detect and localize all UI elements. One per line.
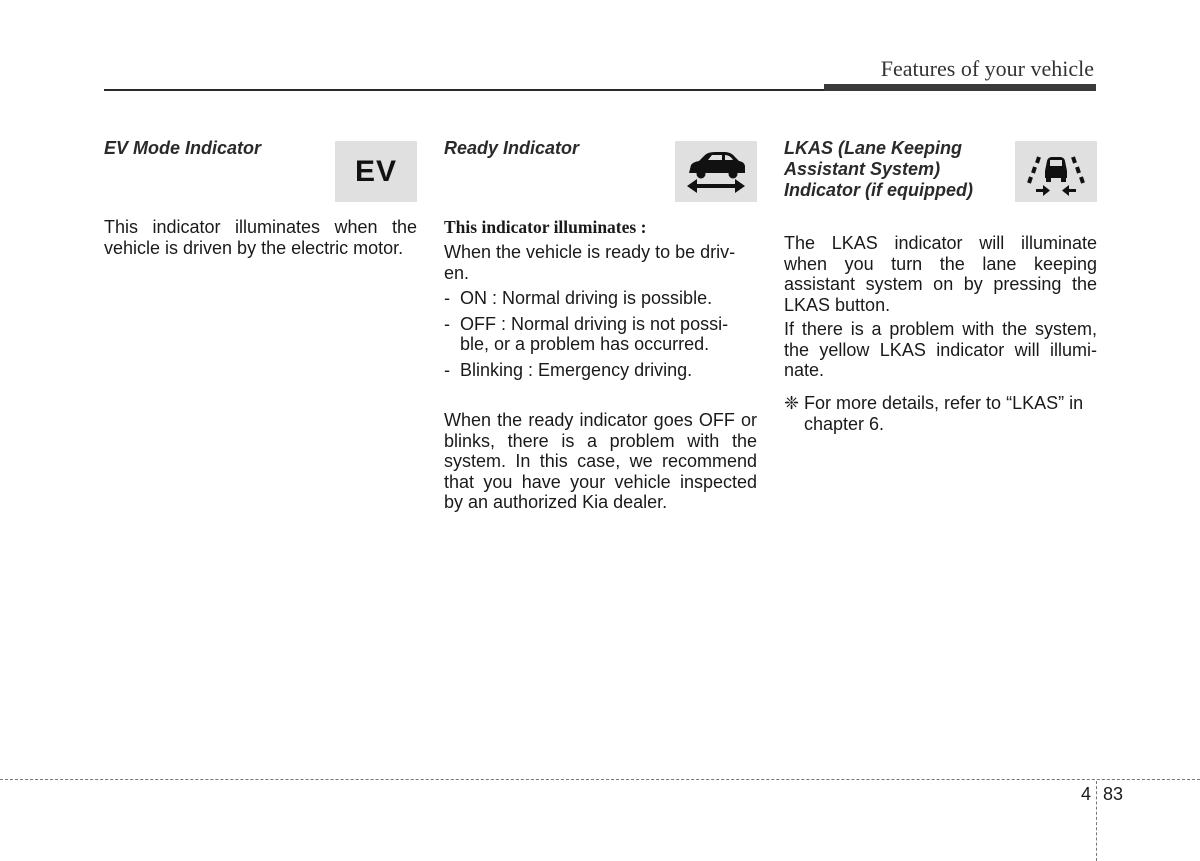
- ev-mode-description: This indicator illuminates when the vehicle is driven by the electric motor.: [104, 217, 417, 258]
- lkas-problem-text: If there is a problem with the system, the yellow LKAS indicator will illumi-nate.: [784, 319, 1097, 380]
- list-item: - OFF : Normal driving is not possi-ble, or a problem has occurred.: [444, 313, 729, 354]
- lkas-section: [784, 138, 1097, 434]
- list-item: - ON : Normal driving is possible.: [444, 288, 713, 308]
- ready-warning-paragraph: When the ready indicator goes OFF or blinks, there is a problem with the system. In this case, we recommend that you have your vehicle inspected by an authorized Kia dealer.: [444, 410, 757, 512]
- ready-heading: Ready Indicator: [444, 138, 580, 158]
- ready-lead-text: When the vehicle is ready to be driv-en.: [444, 242, 736, 283]
- car-arrow-icon: [681, 147, 751, 197]
- ev-mode-section: [104, 138, 417, 258]
- ev-indicator-icon: [335, 141, 417, 202]
- ready-indicator-icon: [675, 141, 757, 202]
- footer-vertical-divider: [1096, 781, 1097, 861]
- lkas-reference-note: [784, 393, 1097, 434]
- lkas-note-text: For more details, refer to “LKAS” in chapter 6.: [804, 393, 1084, 434]
- ready-section: [444, 138, 757, 512]
- list-item: - Blinking : Emergency driving.: [444, 359, 693, 380]
- ready-status-list: [444, 288, 757, 385]
- lane-keeping-icon: [1019, 147, 1093, 197]
- note-mark-icon: ❈: [784, 393, 800, 413]
- lkas-description: The LKAS indicator will illuminate when you turn the lane keeping assistant system on by pressing the LKAS button.: [784, 233, 1097, 315]
- footer-divider: [0, 779, 1200, 780]
- ev-mode-heading: EV Mode Indicator: [104, 138, 262, 158]
- page-header-title: Features of your vehicle: [880, 56, 1094, 81]
- chapter-number: 4: [1081, 784, 1092, 804]
- header-rule: [104, 89, 824, 91]
- ready-subheading: This indicator illuminates :: [444, 217, 647, 237]
- ev-icon-label: EV: [354, 154, 398, 188]
- lkas-indicator-icon: [1015, 141, 1097, 202]
- header-rule-accent: [824, 84, 1096, 91]
- lkas-heading: LKAS (Lane Keeping Assistant System) Indicator (if equipped): [784, 138, 973, 200]
- page-number: 83: [1103, 784, 1124, 804]
